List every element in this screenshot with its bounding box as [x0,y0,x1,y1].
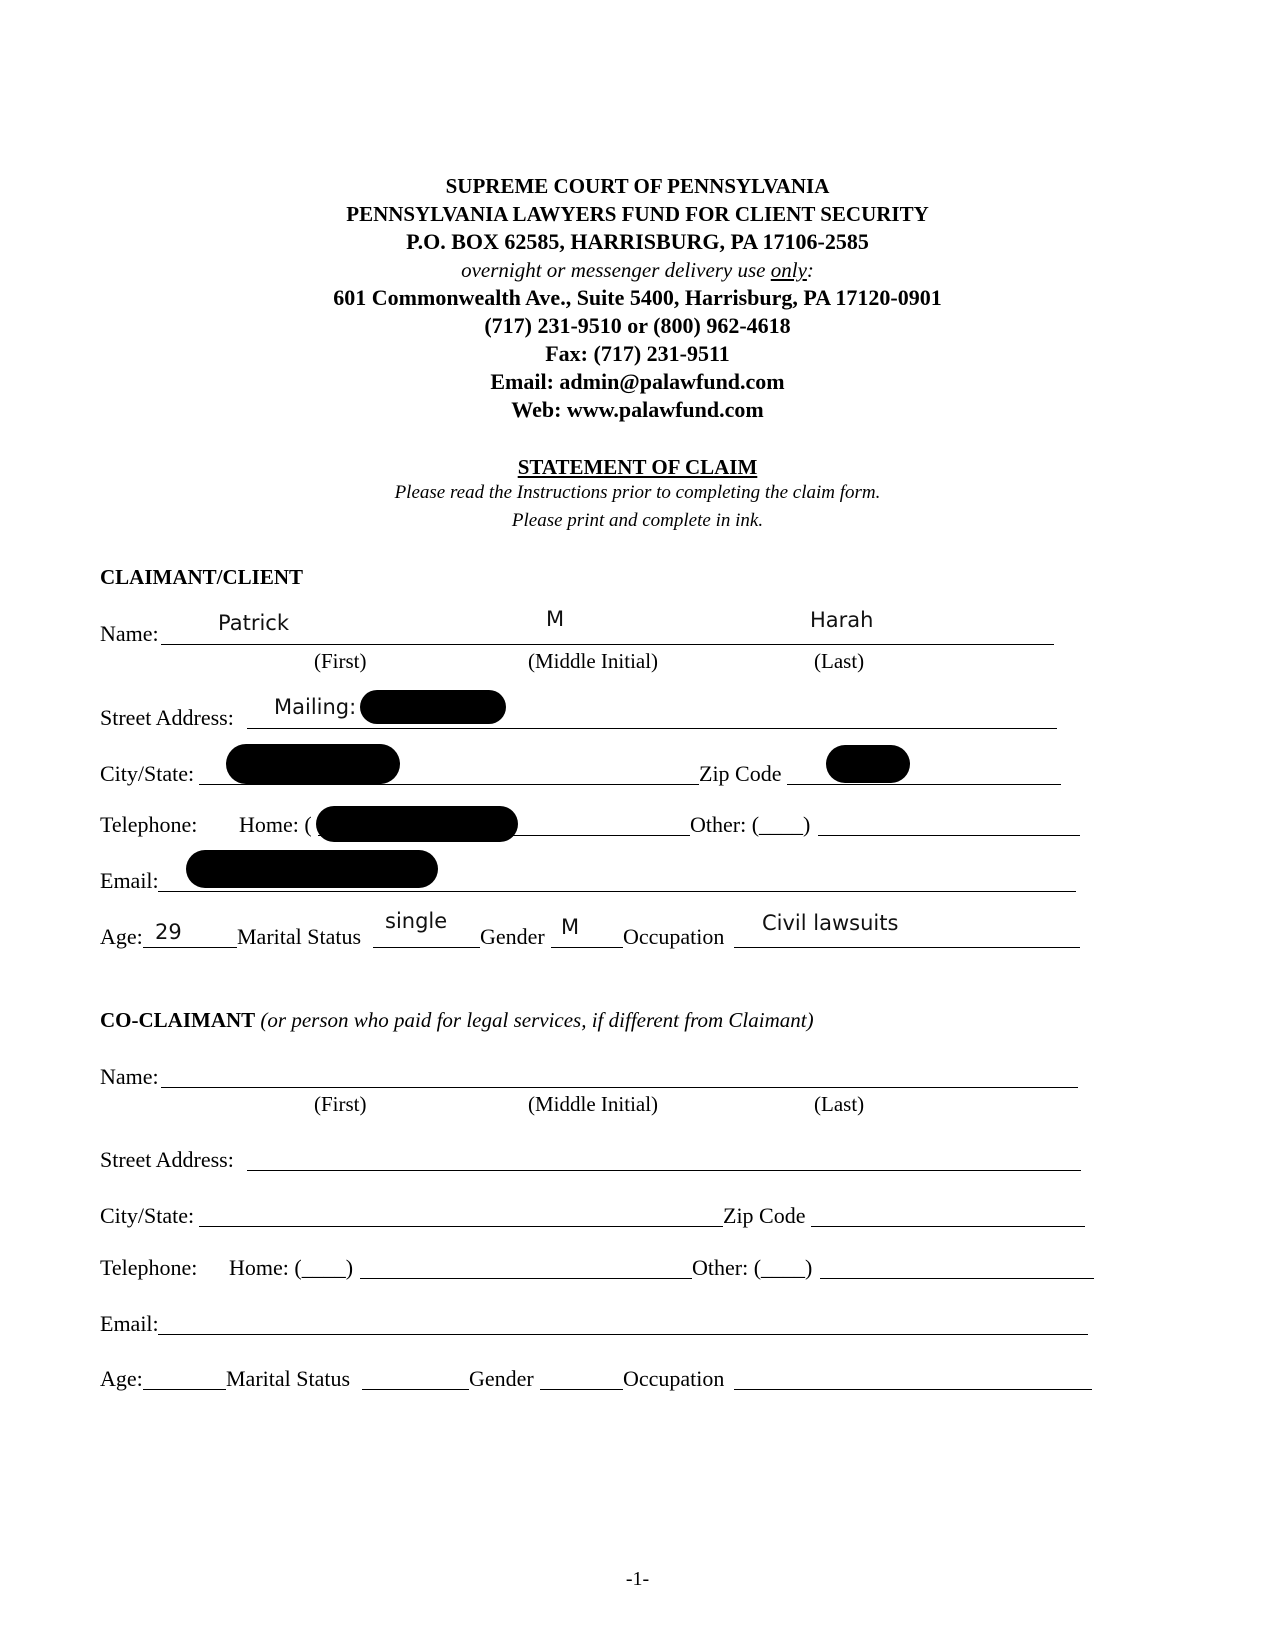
po-box-address: P.O. BOX 62585, HARRISBURG, PA 17106-2585 [406,229,869,254]
coclaimant-occupation-label: Occupation [623,1366,725,1391]
coclaimant-zip-label: Zip Code [723,1203,806,1228]
claimant-gender-label: Gender [480,924,545,949]
coclaimant-marital-label: Marital Status [226,1366,351,1391]
claimant-first-caption: (First) [314,649,367,673]
claimant-last-name[interactable]: Harah [810,608,874,632]
claimant-first-name[interactable]: Patrick [218,611,289,635]
claimant-name-line[interactable] [161,644,1054,645]
coclaimant-city-label: City/State: [100,1203,195,1228]
redaction-zip [826,745,910,783]
claimant-marital-line[interactable] [373,947,480,948]
claimant-marital-value[interactable]: single [385,909,448,933]
coclaimant-gender-line[interactable] [540,1389,623,1390]
coclaimant-age-label: Age: [100,1366,143,1391]
claimant-age-label: Age: [100,924,143,949]
coclaimant-city-line[interactable] [199,1226,723,1227]
claimant-city-line[interactable] [199,784,699,785]
redaction-phone [316,806,518,842]
claimant-gender-line[interactable] [551,947,623,948]
claimant-name-label: Name: [100,621,159,646]
coclaimant-home-line[interactable] [360,1278,692,1279]
claimant-telephone-label: Telephone: [100,812,198,837]
coclaimant-last-caption: (Last) [814,1092,865,1116]
claimant-city-label: City/State: [100,761,195,786]
court-name: SUPREME COURT OF PENNSYLVANIA [445,174,830,198]
claimant-other-label: Other: (____) [690,812,811,837]
website: Web: www.palawfund.com [511,397,764,422]
coclaimant-name-label: Name: [100,1064,159,1089]
claimant-gender-value[interactable]: M [561,915,580,939]
delivery-note: overnight or messenger delivery use only: [461,258,814,282]
coclaimant-street-line[interactable] [247,1170,1081,1171]
contact-email: Email: admin@palawfund.com [490,369,785,394]
claimant-occupation-line[interactable] [734,947,1080,948]
coclaimant-home-label: Home: (____) [229,1255,354,1280]
coclaimant-section-heading: CO-CLAIMANT (or person who paid for legal services, if different from Claimant) [100,1008,814,1032]
claimant-age-value[interactable]: 29 [155,920,182,944]
form-title: STATEMENT OF CLAIM [517,455,758,479]
claimant-street-label: Street Address: [100,705,234,730]
claimant-marital-label: Marital Status [237,924,362,949]
coclaimant-zip-line[interactable] [811,1226,1085,1227]
coclaimant-gender-label: Gender [469,1366,534,1391]
claimant-middle-initial[interactable]: M [546,607,565,631]
coclaimant-email-label: Email: [100,1311,159,1336]
claimant-email-label: Email: [100,868,159,893]
instructions-line-2: Please print and complete in ink. [511,510,764,531]
coclaimant-name-line[interactable] [161,1087,1078,1088]
phone-numbers: (717) 231-9510 or (800) 962-4618 [484,313,791,338]
coclaimant-marital-line[interactable] [362,1389,469,1390]
fax-number: Fax: (717) 231-9511 [545,341,730,366]
claimant-occupation-label: Occupation [623,924,725,949]
claimant-other-line[interactable] [818,835,1080,836]
coclaimant-middle-caption: (Middle Initial) [528,1092,659,1116]
claimant-last-caption: (Last) [814,649,865,673]
claimant-middle-caption: (Middle Initial) [528,649,659,673]
claimant-street-line[interactable] [247,728,1057,729]
claimant-section-label: CLAIMANT/CLIENT [100,565,304,589]
redaction-email [186,850,438,888]
page-number: -1- [625,1568,650,1590]
coclaimant-other-label: Other: (____) [692,1255,813,1280]
coclaimant-telephone-label: Telephone: [100,1255,198,1280]
claimant-zip-label: Zip Code [699,761,782,786]
claimant-age-line[interactable] [143,947,237,948]
coclaimant-street-label: Street Address: [100,1147,234,1172]
claimant-zip-line[interactable] [787,784,1061,785]
coclaimant-occupation-line[interactable] [734,1389,1092,1390]
coclaimant-first-caption: (First) [314,1092,367,1116]
fund-name: PENNSYLVANIA LAWYERS FUND FOR CLIENT SECURITY [346,202,929,226]
street-address: 601 Commonwealth Ave., Suite 5400, Harrisburg, PA 17120-0901 [333,285,942,310]
claimant-street-value[interactable]: Mailing: [274,695,357,719]
redaction-city [226,744,400,784]
instructions-line-1: Please read the Instructions prior to completing the claim form. [394,482,881,503]
claimant-occupation-value[interactable]: Civil lawsuits [762,911,899,935]
redaction-street [360,690,506,724]
claimant-home-label: Home: ( [239,812,312,837]
coclaimant-age-line[interactable] [143,1389,226,1390]
coclaimant-other-line[interactable] [820,1278,1094,1279]
claimant-email-line[interactable] [158,891,1076,892]
coclaimant-email-line[interactable] [158,1334,1088,1335]
